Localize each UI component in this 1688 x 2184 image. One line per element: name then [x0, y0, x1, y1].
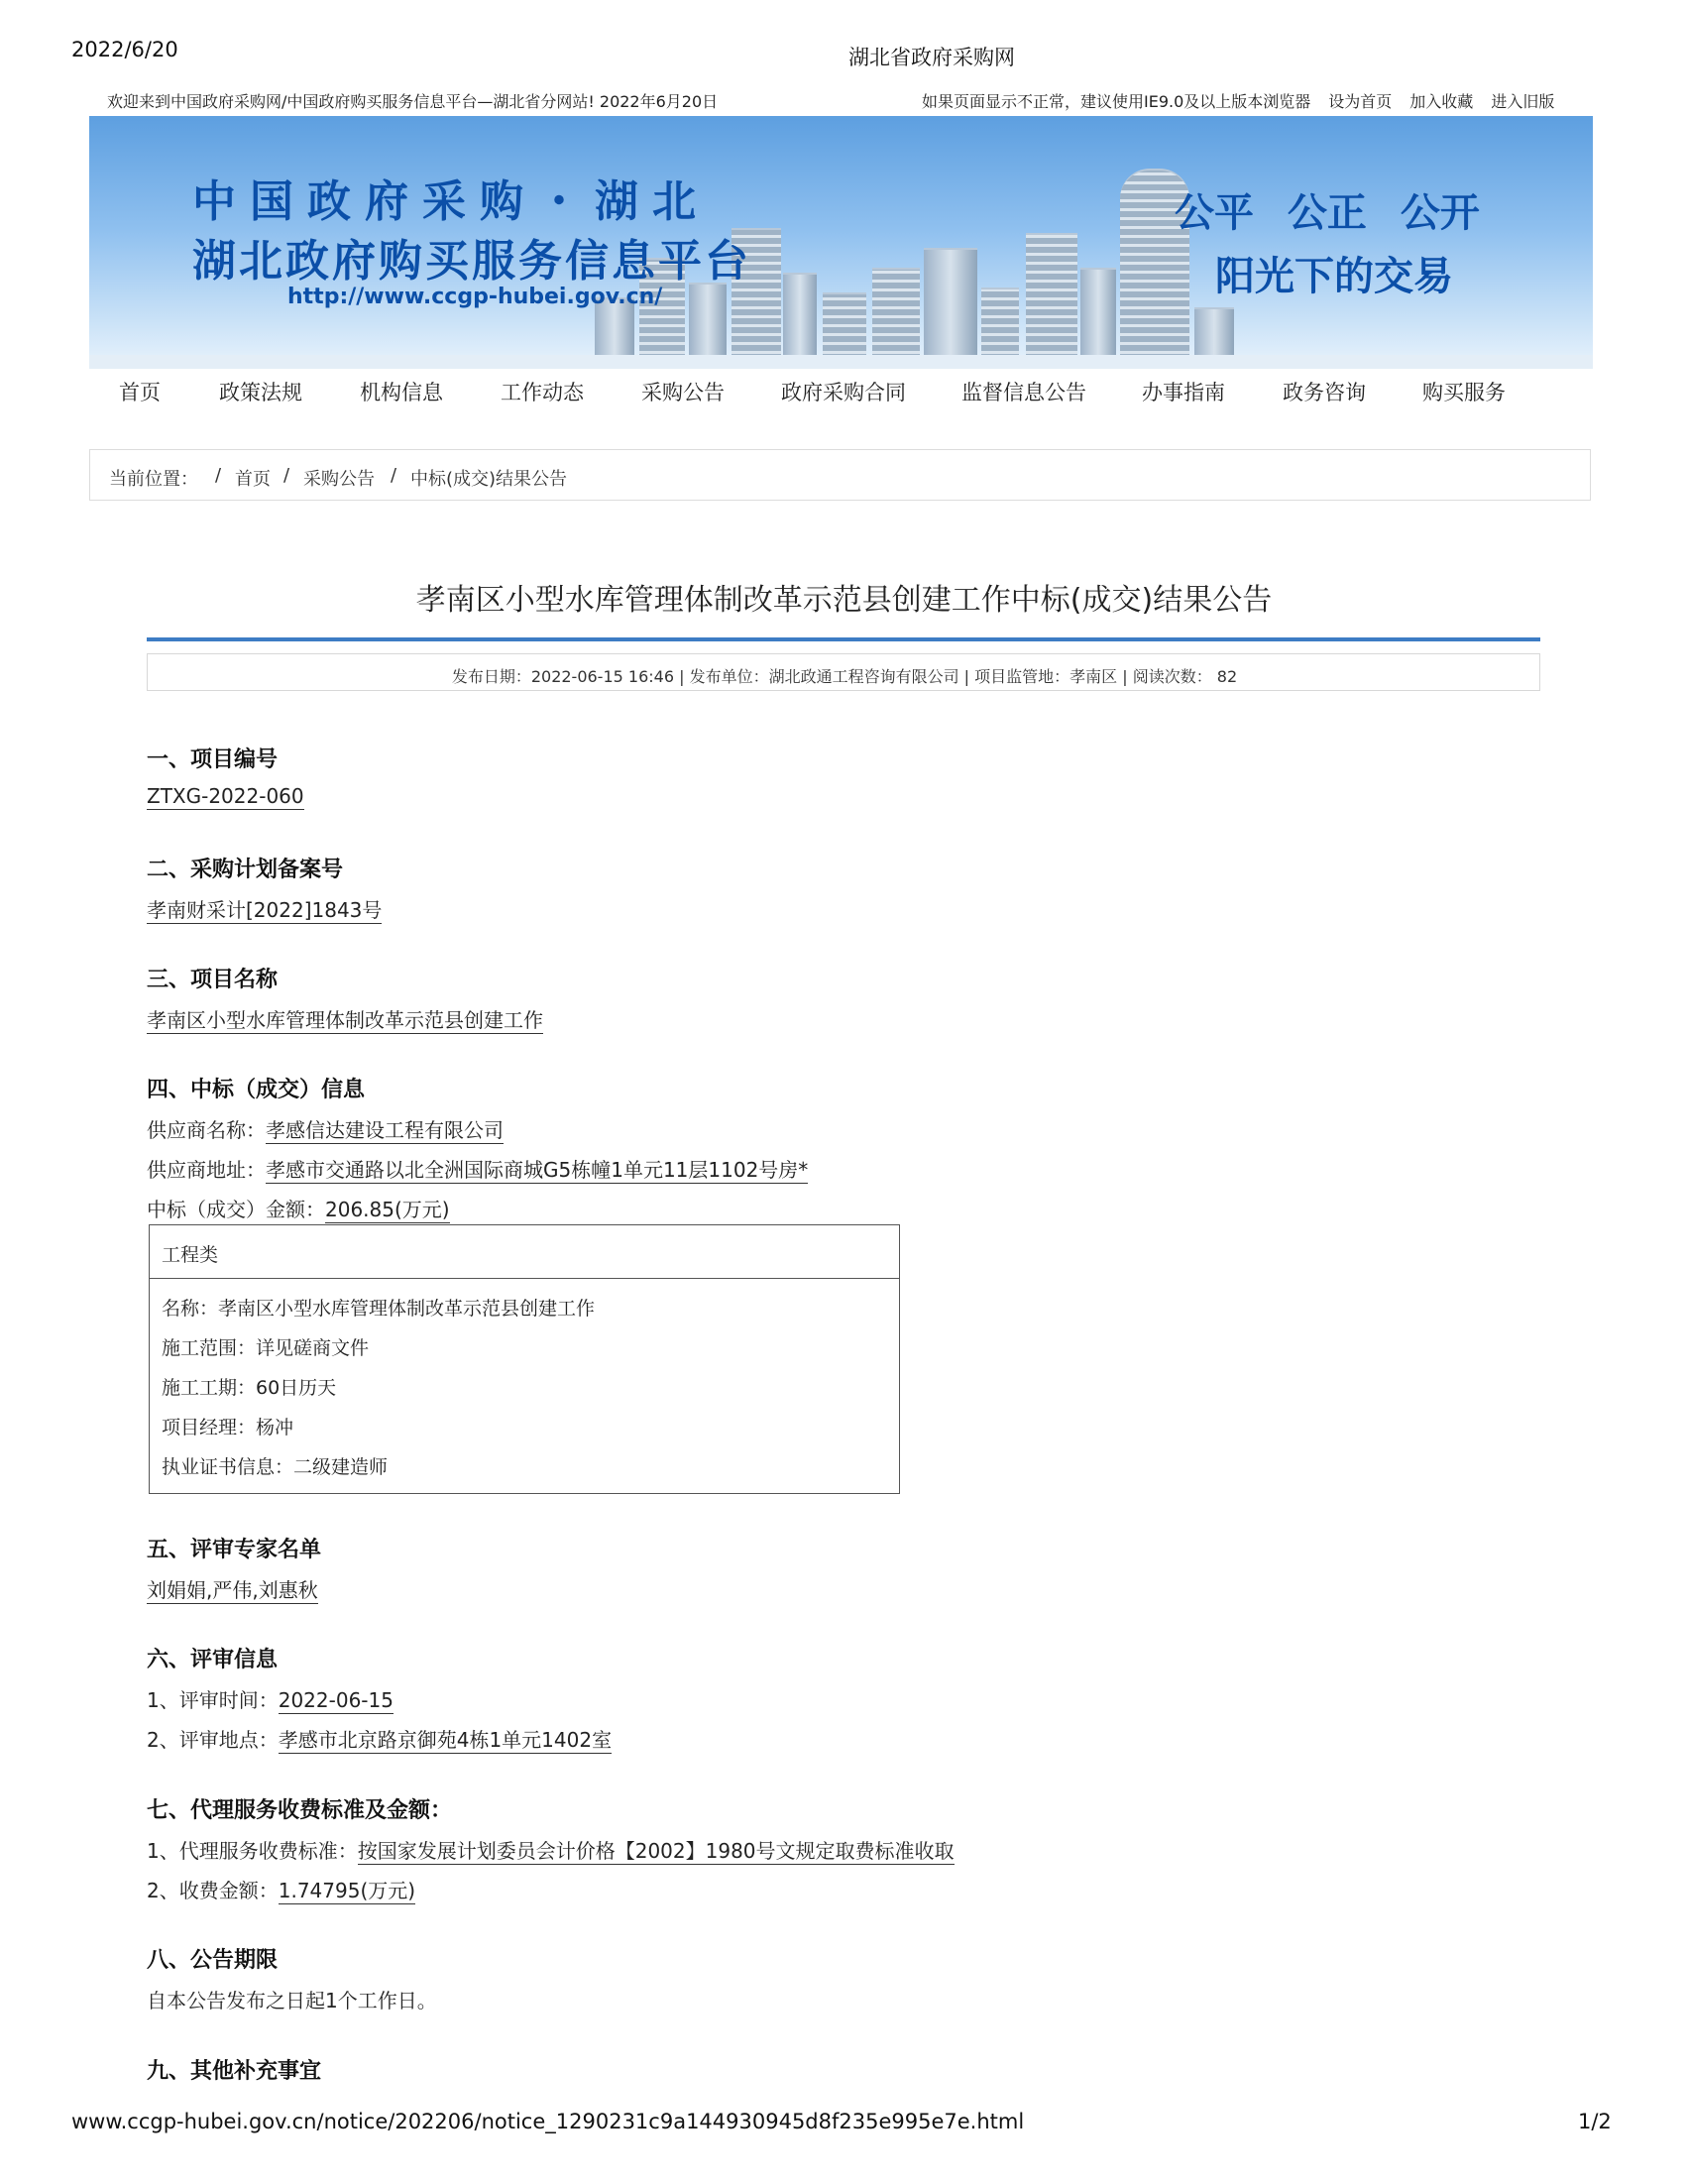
breadcrumb-home[interactable]: 首页 — [235, 469, 271, 490]
breadcrumb — [89, 449, 1591, 501]
award-amount-row — [147, 1194, 450, 1222]
section-heading-notice-period: 八、公告期限 — [147, 1948, 279, 1973]
section-heading-review-info: 六、评审信息 — [147, 1648, 279, 1672]
table-row: 施工工期：60日历天 — [162, 1377, 337, 1399]
notice-period: 自本公告发布之日起1个工作日。 — [147, 1989, 437, 2012]
supplier-address-row — [147, 1154, 808, 1183]
nav-institutions[interactable]: 机构信息 — [360, 381, 443, 404]
print-title: 湖北省政府采购网 — [848, 46, 1015, 69]
table-row: 执业证书信息：二级建造师 — [162, 1456, 389, 1478]
review-time-row — [147, 1684, 394, 1713]
site-banner — [89, 116, 1593, 369]
project-name-value: 孝南区小型水库管理体制改革示范县创建工作 — [147, 1008, 543, 1032]
banner-slogan-sunshine: 阳光下的交易 — [1215, 254, 1453, 299]
main-nav — [89, 377, 1593, 418]
breadcrumb-label: 当前位置： — [109, 469, 198, 490]
section-heading-project-no: 一、项目编号 — [147, 747, 279, 772]
nav-procurement-notices[interactable]: 采购公告 — [641, 381, 725, 404]
banner-title-cn: 中国政府采购・湖北 — [192, 176, 710, 227]
section-heading-project-name: 三、项目名称 — [147, 968, 279, 992]
nav-purchase-service[interactable]: 购买服务 — [1422, 381, 1506, 404]
review-time-label: 1、评审时间： — [147, 1688, 279, 1712]
plan-number-value: 孝南财采计[2022]1843号 — [147, 898, 383, 922]
breadcrumb-separator: / — [283, 465, 290, 486]
banner-slogan-fair: 公平 公正 公开 — [1175, 190, 1480, 236]
page-title: 孝南区小型水库管理体制改革示范县创建工作中标(成交)结果公告 — [415, 583, 1273, 618]
engineering-info-table — [149, 1224, 900, 1494]
nav-policy[interactable]: 政策法规 — [219, 381, 302, 404]
section-heading-award-info: 四、中标（成交）信息 — [147, 1078, 366, 1102]
project-number-value: ZTXG-2022-060 — [147, 784, 304, 808]
nav-supervision[interactable]: 监督信息公告 — [961, 381, 1086, 404]
fee-amount-label: 2、收费金额： — [147, 1879, 279, 1902]
supplier-address-label: 供应商地址： — [147, 1158, 266, 1182]
table-header-label: 工程类 — [162, 1244, 219, 1266]
table-header — [150, 1225, 899, 1279]
print-date: 2022/6/20 — [71, 38, 178, 61]
breadcrumb-notices[interactable]: 采购公告 — [303, 469, 375, 490]
notice-meta: 发布日期：2022-06-15 16:46 | 发布单位：湖北政通工程咨询有限公司 | 项目监管地：孝南区 | 阅读次数： 82 — [451, 667, 1238, 686]
section-heading-plan-no: 二、采购计划备案号 — [147, 858, 344, 882]
topbar-links — [922, 89, 1554, 112]
set-home-link[interactable]: 设为首页 — [1328, 92, 1393, 111]
table-row: 施工范围：详见磋商文件 — [162, 1337, 370, 1359]
expert-names: 刘娟娟,严伟,刘惠秋 — [147, 1578, 318, 1602]
fee-standard-row — [147, 1835, 955, 1864]
fee-standard-label: 1、代理服务收费标准： — [147, 1839, 358, 1863]
nav-home[interactable]: 首页 — [119, 381, 161, 404]
breadcrumb-separator: / — [391, 465, 397, 486]
section-heading-other-matters: 九、其他补充事宜 — [147, 2059, 322, 2084]
nav-work-news[interactable]: 工作动态 — [501, 381, 584, 404]
plan-number — [147, 894, 382, 923]
old-version-link[interactable]: 进入旧版 — [1491, 92, 1555, 111]
breadcrumb-separator: / — [215, 465, 222, 486]
review-place-label: 2、评审地点： — [147, 1728, 279, 1752]
browser-tip: 如果页面显示不正常，建议使用IE9.0及以上版本浏览器 — [922, 92, 1311, 111]
nav-contracts[interactable]: 政府采购合同 — [781, 381, 906, 404]
project-name — [147, 1004, 543, 1033]
add-favorite-link[interactable]: 加入收藏 — [1409, 92, 1474, 111]
award-amount: 206.85(万元) — [325, 1198, 450, 1221]
nav-guide[interactable]: 办事指南 — [1142, 381, 1225, 404]
supplier-name-label: 供应商名称： — [147, 1118, 266, 1142]
print-url: www.ccgp-hubei.gov.cn/notice/202206/notice_1290231c9a144930945d8f235e995e7e.html — [71, 2110, 1025, 2133]
review-time: 2022-06-15 — [278, 1688, 394, 1712]
review-place: 孝感市北京路京御苑4栋1单元1402室 — [278, 1728, 613, 1752]
welcome-text: 欢迎来到中国政府采购网/中国政府购买服务信息平台—湖北省分网站! 2022年6月20日 — [107, 92, 719, 111]
section-heading-agency-fee: 七、代理服务收费标准及金额： — [147, 1798, 453, 1823]
expert-list — [147, 1574, 318, 1603]
banner-url: http://www.ccgp-hubei.gov.cn/ — [287, 285, 663, 309]
notice-meta-box — [147, 653, 1540, 691]
award-amount-label: 中标（成交）金额： — [147, 1198, 325, 1221]
section-heading-experts: 五、评审专家名单 — [147, 1538, 322, 1562]
fee-amount-row — [147, 1875, 415, 1903]
review-place-row — [147, 1724, 612, 1753]
breadcrumb-current[interactable]: 中标(成交)结果公告 — [410, 469, 568, 490]
table-row: 项目经理：杨冲 — [162, 1417, 294, 1438]
supplier-name: 孝感信达建设工程有限公司 — [266, 1118, 504, 1142]
nav-consult[interactable]: 政务咨询 — [1283, 381, 1366, 404]
fee-standard: 按国家发展计划委员会计价格【2002】1980号文规定取费标准收取 — [357, 1839, 955, 1863]
table-row: 名称：孝南区小型水库管理体制改革示范县创建工作 — [162, 1298, 596, 1320]
title-divider — [147, 637, 1540, 641]
banner-title-platform: 湖北政府购买服务信息平台 — [192, 236, 751, 287]
print-page-number: 1/2 — [1578, 2110, 1612, 2133]
fee-amount: 1.74795(万元) — [278, 1879, 416, 1902]
supplier-address: 孝感市交通路以北全洲国际商城G5栋幢1单元11层1102号房* — [266, 1158, 809, 1182]
project-number — [147, 784, 304, 808]
supplier-name-row — [147, 1114, 504, 1143]
